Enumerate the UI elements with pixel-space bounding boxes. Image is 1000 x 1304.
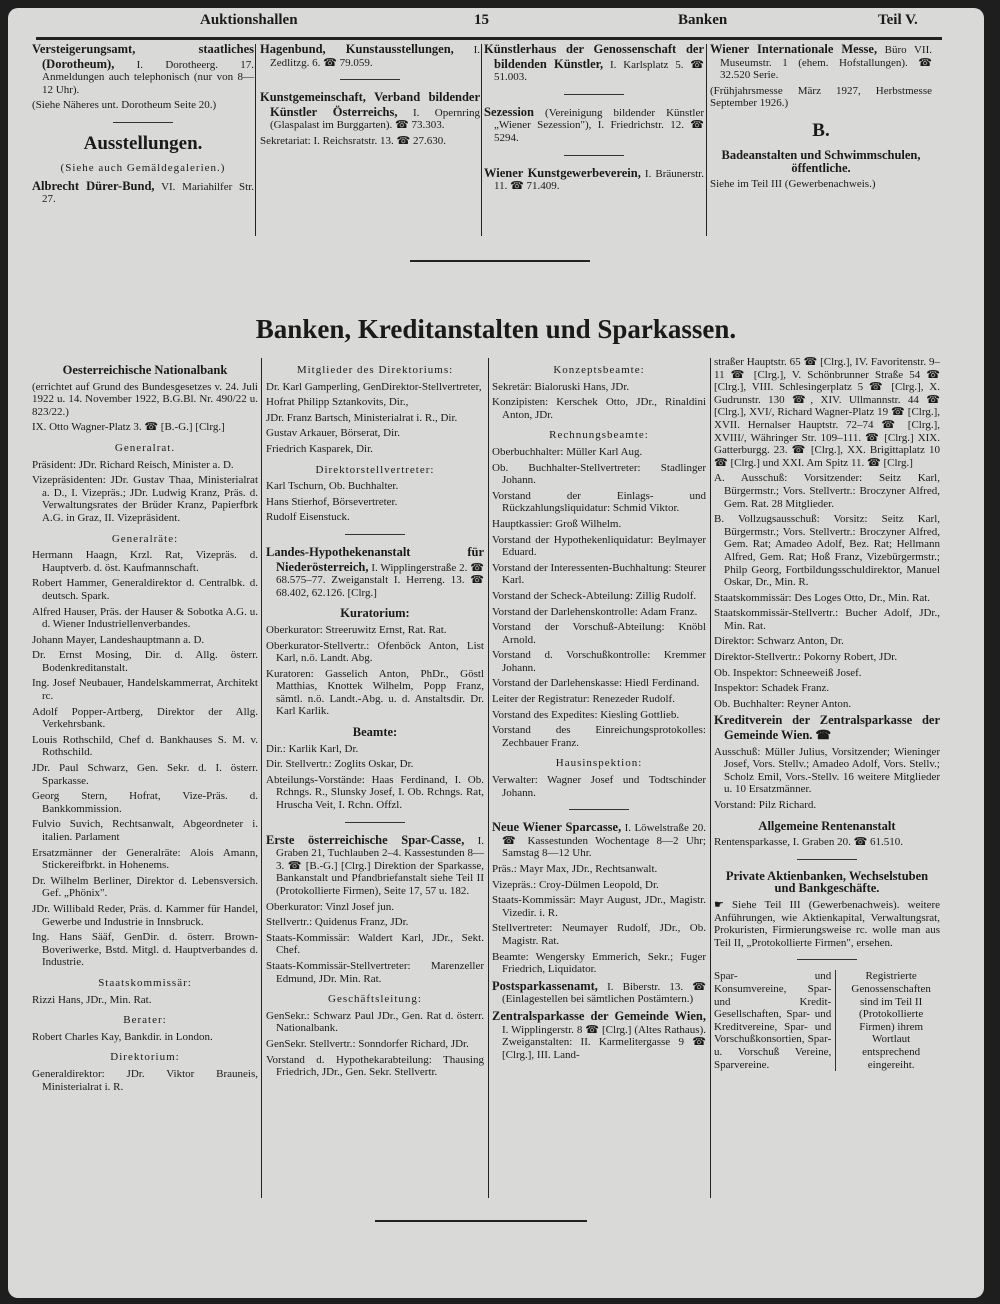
directory-entry bbox=[492, 490, 706, 515]
entry-text: Staats-Kommissär-Stellvertreter: Marenzeller Edmund, JDr. Min. Rat. bbox=[266, 959, 484, 985]
entry-text: Berater: bbox=[123, 1014, 167, 1027]
entry-text: Vorstand d. Hypothekarabteilung: Thausing Friedrich, JDr., Gen. Sekr. Stellvertr. bbox=[266, 1053, 484, 1079]
short-rule bbox=[797, 859, 857, 860]
page-number: 15 bbox=[474, 12, 489, 28]
entry-text: Hermann Haagn, Krzl. Rat, Vizepräs. d. Hauptverb. d. öst. Kaufmannschaft. bbox=[32, 549, 258, 574]
directory-entry bbox=[32, 606, 258, 631]
directory-entry bbox=[714, 592, 940, 605]
short-rule bbox=[345, 534, 405, 535]
scanned-page bbox=[8, 8, 984, 1298]
directory-entry bbox=[32, 381, 258, 419]
column-divider bbox=[261, 358, 262, 1198]
directory-entry bbox=[492, 879, 706, 892]
section-subheading bbox=[492, 429, 706, 442]
entry-text: B. Vollzugsausschuß: Vorsitz: Seitz Karl, Bürgermstr.; Vors. Stellvertr.: Broczyner Alfred, Gem. Rat; Amadeo Adolf, Bez. Rat; Hellmann Alfred, Gem. Rat; Hoß Franz, Vizebürgermstr.; Philp Georg, Fortbildungsschuldirektor, Manuel Oskar, Dr., Min. R. bbox=[714, 513, 940, 589]
directory-entry bbox=[32, 790, 258, 815]
entry-text: I. Opernring (Glaspalast im Burggarten). ☎ 73.303. bbox=[270, 106, 480, 132]
directory-entry bbox=[266, 901, 484, 914]
entry-text: Oberbuchhalter: Müller Karl Aug. bbox=[492, 445, 643, 458]
entry-text: (Vereinigung bildender Künstler „Wiener Sezession"), I. Friedrichstr. 12. ☎ 5294. bbox=[494, 106, 704, 144]
directory-entry bbox=[492, 677, 706, 690]
entry-text: Generalrat. bbox=[114, 441, 176, 454]
bottom-rule bbox=[375, 1220, 587, 1222]
entry-title: Albrecht Dürer-Bund, bbox=[32, 178, 155, 193]
entry-text: Vizepräs.: Croy-Dülmen Leopold, Dr. bbox=[492, 878, 659, 891]
entry-text: I. Dorotheerg. 17. Anmeldungen auch telephonisch (nur von 8—12 Uhr). bbox=[42, 58, 254, 96]
entry-text: Allgemeine Rentenanstalt bbox=[758, 818, 896, 833]
entry-text: Ob. Buchhalter-Stellvertreter: Stadlinger Johann. bbox=[492, 461, 706, 487]
short-rule bbox=[113, 122, 173, 123]
entry-text: Kuratorium: bbox=[340, 606, 410, 621]
entry-text: Sekretariat: I. Reichsratstr. 13. ☎ 27.630. bbox=[260, 134, 446, 147]
entry-text: Robert Hammer, Generaldirektor d. Centralbk. d. deutsch. Spark. bbox=[32, 577, 258, 602]
entry-text: Vorstand: Pilz Richard. bbox=[714, 799, 817, 811]
directory-entry bbox=[492, 693, 706, 706]
entry-text: Vorstand der Scheck-Abteilung: Zillig Rudolf. bbox=[492, 589, 697, 602]
entry-text: JDr. Paul Schwarz, Gen. Sekr. d. I. österr. Sparkasse. bbox=[32, 762, 258, 787]
section-title: Banken, Kreditanstalten und Sparkassen. bbox=[255, 314, 737, 344]
entry-title: Erste österreichische Spar-Casse, bbox=[266, 832, 465, 847]
directory-entry bbox=[266, 1010, 484, 1035]
section-rule bbox=[410, 260, 590, 262]
entry-text: Stellvertr.: Quidenus Franz, JDr. bbox=[266, 916, 409, 929]
entry-text: Fulvio Suvich, Rechtsanwalt, Abgeordneter i. italien. Parlament bbox=[32, 818, 258, 843]
entry-text: Beamte: Wengersky Emmerich, Sekr.; Fuger Friedrich, Liquidator. bbox=[492, 950, 706, 976]
directory-entry bbox=[492, 649, 706, 674]
directory-entry bbox=[32, 706, 258, 731]
entry-text: I. Wipplingerstraße 2. ☎ 68.575–77. Zweiganstalt I. Herreng. 13. ☎ 68.402, 62.126. [Clrg.] bbox=[276, 561, 484, 599]
column-1 bbox=[32, 356, 258, 1096]
entry-text: Rizzi Hans, JDr., Min. Rat. bbox=[32, 993, 152, 1006]
entry-text: Hans Stierhof, Börsevertreter. bbox=[266, 495, 398, 508]
top-column-1 bbox=[32, 42, 254, 209]
directory-entry bbox=[266, 496, 484, 509]
section-subheading bbox=[266, 993, 484, 1006]
directory-entry bbox=[32, 677, 258, 702]
entry-title: Postsparkassenamt, bbox=[492, 978, 598, 993]
entry-text: Dr. Ernst Mosing, Dir. d. Allg. österr. Bodenkreditanstalt. bbox=[32, 649, 258, 674]
directory-entry bbox=[714, 356, 940, 469]
entry-text: I. Biberstr. 13. ☎ (Einlagestellen bei sämtlichen Postämtern.) bbox=[502, 980, 706, 1006]
directory-entry bbox=[714, 713, 940, 742]
entry-text: (errichtet auf Grund des Bundesgesetzes v. 24. Juli 1922 u. 14. November 1922, B.G.Bl. Nr. 490/22 u. 823/22.) bbox=[32, 380, 258, 418]
directory-entry bbox=[484, 105, 704, 145]
directory-entry bbox=[32, 649, 258, 674]
directory-entry bbox=[266, 774, 484, 812]
directory-entry bbox=[714, 698, 940, 711]
entry-text: Private Aktienbanken, Wechselstuben und Bankgeschäfte. bbox=[725, 868, 929, 896]
running-header-right: Teil V. bbox=[878, 12, 918, 28]
column-4 bbox=[714, 356, 940, 1074]
directory-entry bbox=[266, 833, 484, 898]
directory-entry bbox=[266, 624, 484, 637]
entry-text: Louis Rothschild, Chef d. Bankhauses S. M. v. Rothschild. bbox=[32, 733, 258, 759]
entry-text: Hofrat Philipp Sztankovits, Dir., bbox=[266, 396, 409, 409]
section-subheading bbox=[492, 364, 706, 377]
directory-entry bbox=[266, 1038, 484, 1051]
header-rule bbox=[36, 37, 942, 40]
entry-text: VI. Mariahilfer Str. 27. bbox=[42, 180, 254, 206]
directory-entry bbox=[492, 396, 706, 421]
entry-text: GenSekr.: Schwarz Paul JDr., Gen. Rat d. österr. Nationalbank. bbox=[266, 1009, 484, 1035]
running-header-center: Banken bbox=[678, 12, 728, 28]
section-subheading bbox=[32, 1051, 258, 1064]
directory-entry bbox=[492, 518, 706, 531]
entry-text: Abteilungs-Vorstände: Haas Ferdinand, I. Ob. Rchngs. R., Slunsky Josef, I. Ob. Rchngs. Rat, Hruscha Veit, I. Rchn. Offzl. bbox=[266, 773, 484, 812]
directory-entry bbox=[714, 899, 940, 949]
entry-text: Johann Mayer, Landeshauptmann a. D. bbox=[32, 633, 205, 646]
entry-text: Konzipisten: Kerschek Otto, JDr., Rinaldini Anton, JDr. bbox=[492, 396, 706, 421]
short-rule bbox=[564, 94, 624, 95]
directory-entry bbox=[484, 42, 704, 84]
entry-text: Direktor: Schwarz Anton, Dr. bbox=[714, 635, 844, 648]
directory-entry bbox=[32, 1068, 258, 1093]
column-divider bbox=[481, 44, 482, 236]
section-subheading bbox=[492, 757, 706, 770]
entry-text: Direktorstellvertreter: bbox=[315, 463, 435, 476]
directory-entry bbox=[714, 682, 940, 695]
section-subheading bbox=[32, 442, 258, 455]
entry-text: Direktor-Stellvertr.: Pokorny Robert, JDr. bbox=[714, 651, 898, 664]
entry-text: Robert Charles Kay, Bankdir. in London. bbox=[32, 1030, 213, 1043]
entry-text: Staats-Kommissär: Mayr August, JDr., Magistr. Vizedir. i. R. bbox=[492, 894, 706, 919]
directory-entry bbox=[32, 734, 258, 759]
section-subheading bbox=[714, 870, 940, 895]
entry-text: Staatskommissär: Des Loges Otto, Dr., Min. Rat. bbox=[714, 591, 931, 604]
directory-entry bbox=[492, 894, 706, 919]
section-subheading bbox=[32, 162, 254, 175]
entry-text: Ob. Buchhalter: Reyner Anton. bbox=[714, 697, 852, 710]
directory-entry bbox=[260, 90, 480, 132]
directory-entry bbox=[492, 590, 706, 603]
entry-text: Ing. Hans Sääf, GenDir. d. österr. Brown-Boveriwerke, Bstd. Mitgl. d. Hauptverbandes d. Industrie. bbox=[32, 931, 258, 969]
entry-text: I. Karlsplatz 5. ☎ 51.003. bbox=[494, 58, 704, 84]
entry-text: Inspektor: Schadek Franz. bbox=[714, 682, 830, 695]
directory-entry bbox=[714, 513, 940, 589]
directory-entry bbox=[266, 916, 484, 929]
short-rule bbox=[345, 822, 405, 823]
column-divider bbox=[706, 44, 707, 236]
entry-text: Rentensparkasse, I. Graben 20. ☎ 61.510. bbox=[714, 836, 904, 849]
section-subheading bbox=[266, 364, 484, 377]
section-subheading bbox=[266, 464, 484, 477]
directory-entry bbox=[266, 412, 484, 425]
directory-entry bbox=[492, 951, 706, 976]
entry-text: I. Zedlitzg. 6. ☎ 79.059. bbox=[270, 44, 480, 69]
directory-entry bbox=[492, 562, 706, 587]
entry-text: Konzeptsbeamte: bbox=[553, 364, 645, 376]
directory-entry bbox=[714, 667, 940, 680]
entry-title: Landes-Hypothekenanstalt für Niederösterreich, bbox=[266, 544, 484, 574]
entry-text: ☛ Siehe Teil III (Gewerbenachweis). weitere Anführungen, wie Aktienkapital, Verwaltungsrat, Prokuristen, Firmierungsweise rc. wolle man aus Teil II, „Protokollierte Firmen", ersehen. bbox=[714, 898, 940, 949]
entry-text: Staats-Kommissär: Waldert Karl, JDr., Sekt. Chef. bbox=[266, 931, 484, 957]
entry-text: Präs.: Mayr Max, JDr., Rechtsanwalt. bbox=[492, 863, 658, 875]
entry-text: I. Bräunerstr. 11. ☎ 71.409. bbox=[494, 167, 704, 193]
directory-entry bbox=[260, 135, 480, 148]
directory-entry bbox=[266, 396, 484, 409]
directory-entry bbox=[714, 607, 940, 632]
entry-text: JDr. Willibald Reder, Präs. d. Kammer für Handel, Gewerbe und Industrie in Innsbruck. bbox=[32, 902, 258, 928]
section-subheading bbox=[32, 1014, 258, 1027]
entry-text: Vorstand der Hypothekenliquidatur: Beylmayer Eduard. bbox=[492, 533, 706, 559]
entry-text: Badeanstalten und Schwimmschulen, öffentliche. bbox=[721, 147, 921, 175]
entry-text: Vorstand des Einreichungsprotokolles: Zechbauer Franz. bbox=[492, 724, 706, 749]
cooperatives-note bbox=[714, 970, 940, 1071]
directory-entry bbox=[710, 42, 932, 82]
entry-text: Verwalter: Wagner Josef und Todtschinder Johann. bbox=[492, 774, 706, 799]
entry-text: Ausschuß: Müller Julius, Vorsitzender; Wieninger Josef, Vors. Stellv.; Amadeo Adolf, Vors. Stellv.; Scholz Emil, Vors.-Stellv. 16 weitere Mitglieder u. 10 Ersatzmänner. bbox=[714, 745, 940, 796]
entry-text: (Siehe auch Gemäldegalerien.) bbox=[60, 161, 226, 174]
entry-text: Vorstand der Vorschuß-Abteilung: Knöbl Arnold. bbox=[492, 621, 706, 646]
entry-text: Gustav Arkauer, Börserat, Dir. bbox=[266, 427, 400, 440]
entry-text: Generalräte: bbox=[111, 532, 179, 545]
entry-text: Rechnungsbeamte: bbox=[549, 429, 649, 442]
directory-entry bbox=[32, 42, 254, 96]
directory-entry bbox=[492, 621, 706, 646]
entry-text: Kuratoren: Gasselich Anton, PhDr., Göstl Matthias, Knottek Wilhelm, Popp Franz, sämtl. n.ö. Landt.-Abg. u. d. Anstaltsdir. Dr. Karl Karlik. bbox=[266, 667, 484, 718]
entry-title: Hagenbund, Kunstausstellungen, bbox=[260, 42, 454, 56]
entry-text: Oberkurator: Streeruwitz Ernst, Rat. Rat. bbox=[266, 623, 447, 636]
directory-entry bbox=[32, 1031, 258, 1044]
directory-entry bbox=[492, 820, 706, 860]
directory-entry bbox=[714, 746, 940, 796]
entry-text: Vorstand der Darlehenskasse: Hiedl Ferdinand. bbox=[492, 677, 700, 690]
entry-text: Oesterreichische Nationalbank bbox=[62, 363, 228, 377]
entry-text: Vorstand der Einlags- und Rückzahlungsliquidatur: Schmid Viktor. bbox=[492, 489, 706, 515]
directory-entry bbox=[32, 875, 258, 900]
directory-entry bbox=[266, 743, 484, 756]
entry-title: Kunstgemeinschaft, Verband bildender Künstler Österreichs, bbox=[260, 90, 480, 119]
entry-text: Direktorium: bbox=[110, 1051, 180, 1064]
entry-text: I. Löwelstraße 20. ☎ Kassestunden Wochentage 8—2 Uhr; Samstag 8—12 Uhr. bbox=[502, 822, 706, 860]
directory-entry bbox=[710, 85, 932, 110]
directory-entry bbox=[266, 427, 484, 440]
entry-text: Ing. Josef Neubauer, Handelskammerrat, Architekt rc. bbox=[32, 677, 258, 703]
directory-entry bbox=[492, 922, 706, 947]
directory-entry bbox=[32, 847, 258, 872]
directory-entry bbox=[32, 818, 258, 843]
entry-text: Vorstand der Darlehenskontrolle: Adam Franz. bbox=[492, 605, 698, 618]
directory-entry bbox=[32, 99, 254, 112]
directory-entry bbox=[714, 651, 940, 664]
directory-entry bbox=[32, 549, 258, 574]
directory-entry bbox=[32, 994, 258, 1007]
entry-text: A. Ausschuß: Vorsitzender: Seitz Karl, Bürgermstr.; Vors. Stellvertr.: Broczyner Alfred, Gem. Rat. 28 Mitglieder. bbox=[714, 472, 940, 510]
directory-entry bbox=[266, 960, 484, 985]
entry-text: Staatskommissär: bbox=[98, 976, 192, 989]
entry-text: Hauptkassier: Groß Wilhelm. bbox=[492, 517, 622, 530]
directory-entry bbox=[266, 443, 484, 456]
column-divider bbox=[488, 358, 489, 1198]
directory-entry bbox=[492, 774, 706, 799]
entry-text: Dir.: Karlik Karl, Dr. bbox=[266, 742, 359, 755]
entry-text: JDr. Franz Bartsch, Ministerialrat i. R., Dir. bbox=[266, 411, 458, 424]
entry-title: Wiener Internationale Messe, bbox=[710, 42, 878, 56]
directory-entry bbox=[492, 534, 706, 559]
entry-text: Geschäftsleitung: bbox=[328, 993, 422, 1006]
directory-entry bbox=[492, 462, 706, 487]
entry-text: Oberkurator-Stellvertr.: Ofenböck Anton, List Karl, n.ö. Landt. Abg. bbox=[266, 639, 484, 665]
short-rule bbox=[564, 155, 624, 156]
directory-entry bbox=[714, 836, 940, 849]
entry-text: Rudolf Eisenstuck. bbox=[266, 511, 350, 524]
entry-text: Mitglieder des Direktoriums: bbox=[296, 364, 454, 376]
column-divider bbox=[710, 358, 711, 1198]
entry-text: straßer Hauptstr. 65 ☎ [Clrg.], IV. Favoritenstr. 9–11 ☎ [Clrg.], V. Schönbrunner Straße 54 ☎ [Clrg.], VIII. Schlesingerplatz 5 ☎ [Clrg.], X. Gudrunstr. 130 ☎, XIV. Ullmannstr. 44 ☎ [Clrg.], XVI/, Richard Wagner-Platz 19 ☎ [Clrg.], XVII. Hernalser Hauptstr. 72–74 ☎ [Clrg.], XVIII/, Währinger Str. 109–111. ☎ [Clrg.] XIX. Gatterburgg. 23. ☎ [Clrg.], XX. Brigittaplatz 10 ☎ [Clrg.] und XXI. Am Spitz 11. ☎ [Clrg.] bbox=[714, 356, 940, 469]
entry-text: Generaldirektor: JDr. Viktor Brauneis, Ministerialrat i. R. bbox=[32, 1067, 258, 1093]
entry-text: GenSekr. Stellvertr.: Sonndorfer Richard, JDr. bbox=[266, 1037, 469, 1050]
section-subheading bbox=[32, 533, 258, 546]
top-column-2 bbox=[260, 42, 480, 151]
section-subheading bbox=[32, 364, 258, 377]
directory-entry bbox=[266, 1054, 484, 1079]
directory-entry bbox=[32, 903, 258, 928]
entry-text: Sekretär: Bialoruski Hans, JDr. bbox=[492, 380, 630, 393]
section-subheading bbox=[32, 977, 258, 990]
directory-entry bbox=[32, 931, 258, 969]
entry-title: Wiener Kunstgewerbeverein, bbox=[484, 165, 641, 180]
entry-title: Sezession bbox=[484, 104, 534, 119]
directory-entry bbox=[32, 421, 258, 434]
entry-text: Alfred Hauser, Präs. der Hauser & Sobotka A.G. u. d. Wiener Industriellenverbandes. bbox=[32, 605, 258, 631]
entry-text: Georg Stern, Hofrat, Vize-Präs. d. Bankkommission. bbox=[32, 790, 258, 815]
entry-title: Künstlerhaus der Genossenschaft der bildenden Künstler, bbox=[484, 42, 704, 71]
entry-text: Vorstand d. Vorschußkontrolle: Kremmer Johann. bbox=[492, 649, 706, 674]
top-column-4 bbox=[710, 42, 932, 194]
column-3 bbox=[492, 356, 706, 1064]
section-subheading bbox=[710, 149, 932, 174]
entry-text: B. bbox=[812, 119, 830, 141]
directory-entry bbox=[32, 459, 258, 472]
directory-entry bbox=[266, 511, 484, 524]
short-rule bbox=[569, 809, 629, 810]
directory-entry bbox=[266, 381, 484, 394]
directory-entry bbox=[492, 979, 706, 1006]
section-subheading bbox=[266, 607, 484, 620]
directory-entry bbox=[484, 166, 704, 193]
entry-text: Hausinspektion: bbox=[555, 757, 643, 770]
top-column-3 bbox=[484, 42, 704, 196]
entry-text: (Siehe Näheres unt. Dorotheum Seite 20.) bbox=[32, 99, 217, 112]
entry-text: Präsident: JDr. Richard Reisch, Minister a. D. bbox=[32, 458, 234, 471]
section-subheading bbox=[266, 726, 484, 739]
entry-text: Siehe im Teil III (Gewerbenachweis.) bbox=[710, 178, 876, 191]
entry-text: Dir. Stellvertr.: Zoglits Oskar, Dr. bbox=[266, 758, 414, 771]
entry-title: Kreditverein der Zentralsparkasse der Gemeinde Wien. ☎ bbox=[714, 713, 940, 743]
directory-entry bbox=[266, 480, 484, 493]
directory-entry bbox=[492, 863, 706, 876]
short-rule bbox=[797, 959, 857, 960]
entry-text: Vizepräsidenten: JDr. Gustav Thaa, Ministerialrat a. D., I. Vizepräs.; JDr. Ludwig Kranz, Präs. d. Verwaltungsrates der Brüder Kranz, Papierfbrk A.G. in Graz, II. Vizepräsident. bbox=[32, 474, 258, 524]
entry-text: Dr. Karl Gamperling, GenDirektor-Stellvertreter, bbox=[266, 380, 482, 393]
directory-entry bbox=[714, 472, 940, 510]
directory-entry bbox=[710, 178, 932, 191]
section-subheading bbox=[710, 120, 932, 141]
directory-entry bbox=[492, 446, 706, 459]
directory-entry bbox=[266, 545, 484, 599]
entry-text: I. Wipplingerstr. 8 ☎ [Clrg.] (Altes Rathaus). Zweiganstalten: II. Karmelitergasse 9 ☎ [Clrg.], III. Land- bbox=[502, 1023, 706, 1061]
directory-entry bbox=[32, 762, 258, 787]
entry-title: Neue Wiener Sparcasse, bbox=[492, 820, 622, 835]
entry-title: Zentralsparkasse der Gemeinde Wien, bbox=[492, 1008, 706, 1023]
directory-entry bbox=[714, 635, 940, 648]
entry-text: Büro VII. Museumstr. 1 (ehem. Hofstallungen). ☎ 32.520 Serie. bbox=[720, 44, 932, 82]
directory-entry bbox=[266, 640, 484, 665]
entry-text: I. Graben 21, Tuchlauben 2–4. Kassestunden 8—3. ☎ [B.-G.] [Clrg.] Direktion der Sparkasse, Bankanstalt und Pfandbriefanstalt siehe Teil II (Protokollierte Firmen), Seite 17, 57 u. 182. bbox=[276, 834, 484, 897]
section-subheading bbox=[32, 133, 254, 154]
directory-entry bbox=[32, 474, 258, 524]
short-rule bbox=[340, 79, 400, 80]
entry-text: Ersatzmänner der Generalräte: Alois Amann, Stickereifbrkt. in Hohenems. bbox=[32, 846, 258, 872]
directory-entry bbox=[492, 381, 706, 394]
entry-text: Friedrich Kasparek, Dir. bbox=[266, 442, 373, 455]
directory-entry bbox=[32, 179, 254, 206]
directory-entry bbox=[32, 634, 258, 647]
entry-title: Versteigerungsamt, staatliches (Dorotheum), bbox=[32, 42, 254, 71]
entry-text: (Frühjahrsmesse März 1927, Herbstmesse September 1926.) bbox=[710, 84, 932, 110]
entry-text: Ob. Inspektor: Schneeweiß Josef. bbox=[714, 666, 862, 679]
directory-entry bbox=[266, 668, 484, 718]
entry-text: Vorstand des Expedites: Kiesling Gottlieb. bbox=[492, 708, 680, 721]
directory-entry bbox=[492, 606, 706, 619]
directory-entry bbox=[260, 42, 480, 69]
directory-entry bbox=[492, 724, 706, 749]
entry-text: Stellvertreter: Neumayer Rudolf, JDr., Ob. Magistr. Rat. bbox=[492, 922, 706, 947]
entry-text: Ausstellungen. bbox=[83, 132, 203, 154]
directory-entry bbox=[714, 799, 940, 812]
cooperatives-types: Spar- und Konsumvereine, Spar- und Kredit-Gesellschaften, Spar- und Kreditvereine, Spar- und Vorschußkonsortien, Spar- u. Vorschuß Vereine, Sparvereine. bbox=[714, 970, 836, 1071]
entry-text: Beamte: bbox=[352, 725, 398, 740]
running-header-left: Auktionshallen bbox=[200, 12, 298, 28]
entry-text: Oberkurator: Vinzl Josef jun. bbox=[266, 900, 395, 913]
entry-text: Karl Tschurn, Ob. Buchhalter. bbox=[266, 480, 399, 493]
directory-entry bbox=[266, 758, 484, 771]
entry-text: Dr. Wilhelm Berliner, Direktor d. Lebensversich. Gef. „Phönix". bbox=[32, 874, 258, 900]
column-divider bbox=[255, 44, 256, 236]
directory-entry bbox=[492, 709, 706, 722]
entry-text: Staatskommissär-Stellvertr.: Bucher Adolf, JDr., Min. Rat. bbox=[714, 607, 940, 632]
entry-text: IX. Otto Wagner-Platz 3. ☎ [B.-G.] [Clrg.] bbox=[32, 421, 225, 434]
column-2 bbox=[266, 356, 484, 1082]
entry-text: Leiter der Registratur: Renezeder Rudolf. bbox=[492, 693, 675, 706]
entry-text: Adolf Popper-Artberg, Direktor der Allg. Verkehrsbank. bbox=[32, 705, 258, 731]
directory-entry bbox=[266, 932, 484, 957]
directory-entry bbox=[492, 1009, 706, 1061]
section-subheading bbox=[714, 820, 940, 833]
directory-entry bbox=[32, 577, 258, 602]
entry-text: Vorstand der Interessenten-Buchhaltung: Steurer Karl. bbox=[492, 561, 706, 587]
cooperatives-reference: Registrierte Genossenschaften sind im Teil II (Protokollierte Firmen) ihrem Wortlaut entsprechend eingereiht. bbox=[851, 970, 931, 1071]
